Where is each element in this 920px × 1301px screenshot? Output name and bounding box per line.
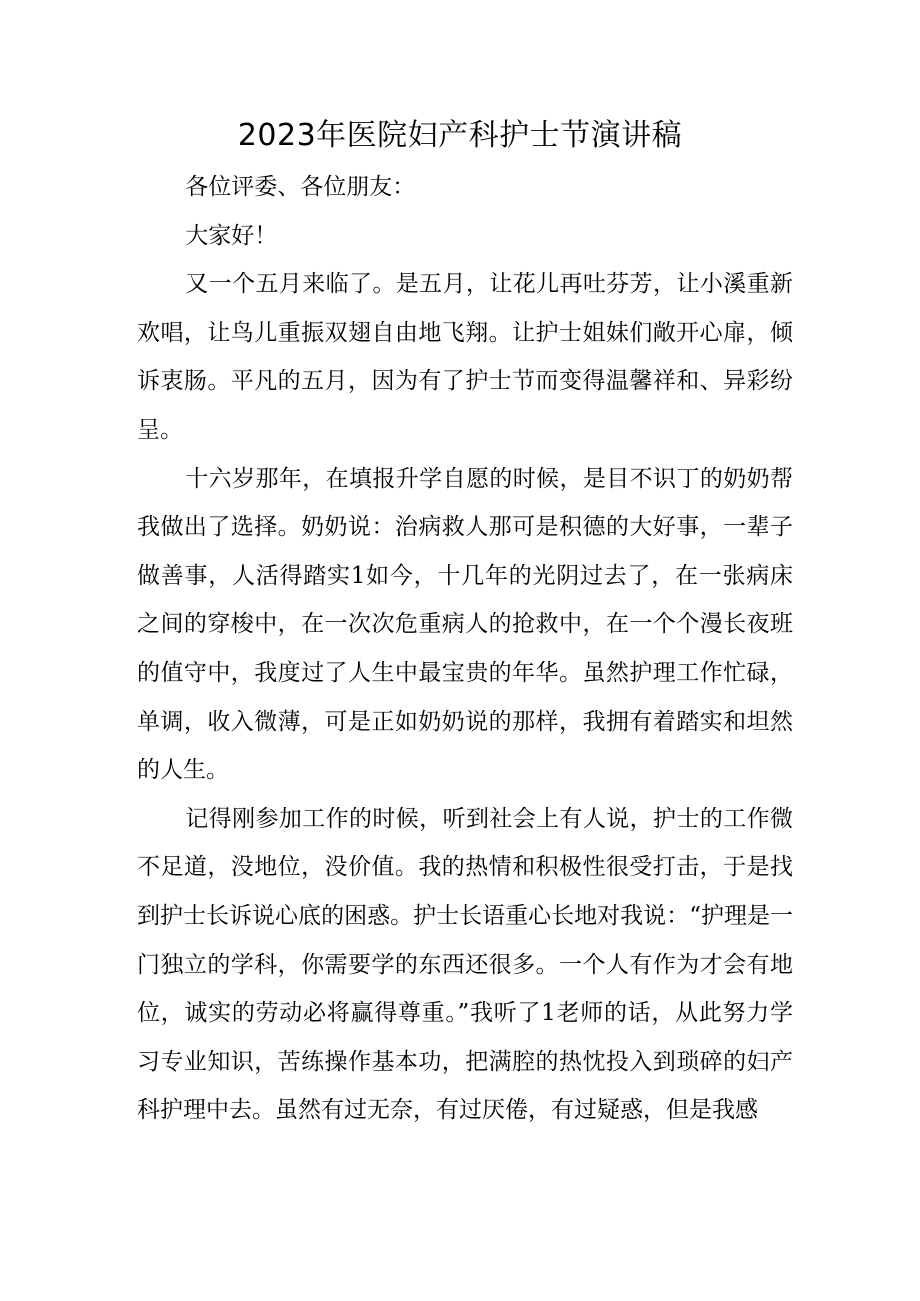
salutation: 各位评委、各位朋友： [185, 174, 416, 200]
greeting: 大家好！ [185, 222, 278, 249]
paragraph: 记得刚参加工作的时候，听到社会上有人说，护士的工作微不足道，没地位，没价值。我的热情和积极性很受打击，于是找到护士长诉说心底的困惑。护士长语重心长地对我说：“护理是一门独立的学科，你需要学的东西还很多。一个人有作为才会有地位，诚实的劳动必将赢得尊重。”我听了1老师的话，从此努力学习专业知识，苦练操作基本功，把满腔的热忱投入到琐碎的妇产科护理中去。虽然有过无奈，有过厌倦，有过疑惑，但是我感 [137, 805, 793, 1124]
document-body [137, 163, 793, 1135]
paragraph: 又一个五月来临了。是五月，让花儿再吐芬芳，让小溪重新欢唱，让鸟儿重振双翅自由地飞翔。让护士姐妹们敞开心扉，倾诉衷肠。平凡的五月，因为有了护士节而变得温馨祥和、异彩纷呈。 [137, 271, 793, 443]
paragraph: 十六岁那年，在填报升学自愿的时候，是目不识丁的奶奶帮我做出了选择。奶奶说：治病救人那可是积德的大好事，一辈子做善事，人活得踏实1如今，十几年的光阴过去了，在一张病床之间的穿梭中，在一次次危重病人的抢救中，在一个个漫长夜班的值守中，我度过了人生中最宝贵的年华。虽然护理工作忙碌，单调，收入微薄，可是正如奶奶说的那样，我拥有着踏实和坦然的人生。 [137, 465, 793, 784]
document-title: 2023年医院妇产科护士节演讲稿 [237, 118, 683, 153]
